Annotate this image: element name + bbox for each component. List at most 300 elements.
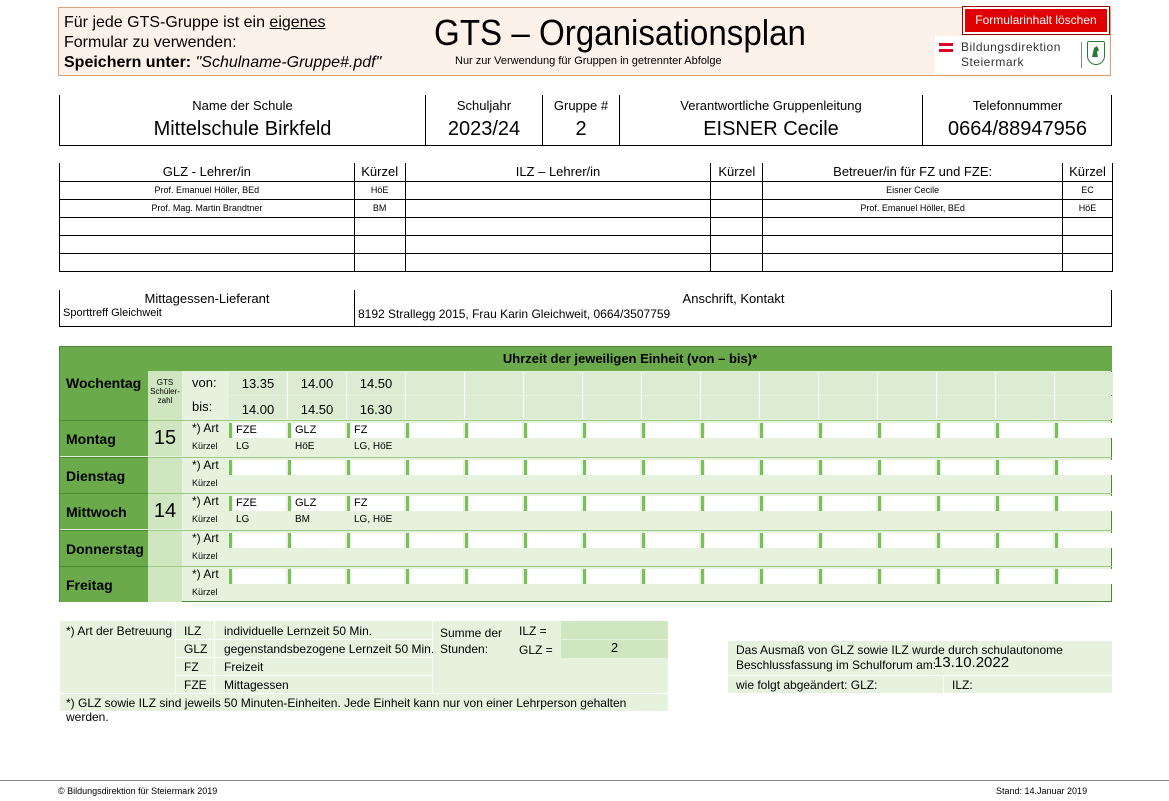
- art-cell-mittwoch[interactable]: FZ: [351, 496, 404, 511]
- kuerzel-cell-montag[interactable]: [469, 439, 522, 454]
- logo-separator: [1081, 42, 1082, 68]
- glz-teacher-cell[interactable]: Prof. Mag. Martin Brandtner: [60, 199, 355, 217]
- art-cell-donnerstag[interactable]: [882, 533, 935, 548]
- page-subtitle: Nur zur Verwendung für Gruppen in getrennter Abfolge: [455, 55, 722, 67]
- kuerzel-cell-mittwoch[interactable]: [882, 512, 935, 527]
- kuerzel-cell-montag[interactable]: [587, 439, 640, 454]
- kuerzel-cell-dienstag[interactable]: [469, 476, 522, 491]
- bis-time-field[interactable]: [760, 396, 819, 419]
- student-count-donnerstag[interactable]: [148, 530, 182, 566]
- supplier-label: Mittagessen-Lieferant: [144, 291, 270, 306]
- cell-marker: [996, 496, 999, 511]
- cell-marker: [642, 460, 645, 475]
- kuerzel-cell-montag[interactable]: [705, 439, 758, 454]
- cell-marker: [288, 496, 291, 511]
- cell-marker: [760, 423, 763, 438]
- group-lead-field[interactable]: [620, 95, 923, 145]
- cell-marker: [878, 496, 881, 511]
- bis-time-field[interactable]: [937, 396, 996, 419]
- fz-caretaker-cell[interactable]: [763, 235, 1063, 253]
- cell-marker: [288, 423, 291, 438]
- kuerzel-cell-montag[interactable]: [941, 439, 994, 454]
- art-cell-montag[interactable]: [882, 423, 935, 438]
- art-cell-montag[interactable]: FZ: [351, 423, 404, 438]
- cell-marker: [701, 569, 704, 584]
- kuerzel-cell-donnerstag[interactable]: [705, 549, 758, 564]
- art-cell-mittwoch[interactable]: [646, 496, 699, 511]
- ilz-kuerzel-header: Kürzel: [711, 163, 763, 181]
- cell-marker: [1055, 423, 1058, 438]
- kuerzel-cell-montag[interactable]: [528, 439, 581, 454]
- art-cell-freitag[interactable]: [587, 569, 640, 584]
- art-cell-donnerstag[interactable]: [528, 533, 581, 548]
- cell-marker: [996, 533, 999, 548]
- school-name-label: Name der Schule: [192, 98, 293, 113]
- art-cell-montag[interactable]: [823, 423, 876, 438]
- art-cell-donnerstag[interactable]: [410, 533, 463, 548]
- art-cell-freitag[interactable]: [705, 569, 758, 584]
- cell-marker: [347, 496, 350, 511]
- kuerzel-cell-montag[interactable]: [823, 439, 876, 454]
- cell-marker: [229, 460, 232, 475]
- cell-marker: [937, 496, 940, 511]
- art-cell-mittwoch[interactable]: [705, 496, 758, 511]
- kuerzel-cell-donnerstag[interactable]: [1059, 549, 1112, 564]
- art-cell-dienstag[interactable]: [587, 460, 640, 475]
- day-label-montag: Montag: [60, 420, 148, 456]
- cell-marker: [819, 569, 822, 584]
- fz-caretaker-cell[interactable]: Eisner Cecile: [763, 181, 1063, 199]
- legend-title: *) Art der Betreuung: [66, 624, 173, 638]
- kuerzel-cell-donnerstag[interactable]: [764, 549, 817, 564]
- kuerzel-cell-freitag[interactable]: [882, 585, 935, 600]
- von-time-field[interactable]: [465, 372, 524, 395]
- kuerzel-cell-donnerstag[interactable]: [646, 549, 699, 564]
- legend-code-glz: GLZ: [184, 642, 208, 656]
- bis-time-field[interactable]: 14.00: [229, 396, 288, 419]
- kuerzel-cell-mittwoch[interactable]: [1059, 512, 1112, 527]
- kuerzel-cell-mittwoch[interactable]: [941, 512, 994, 527]
- von-time-field[interactable]: [760, 372, 819, 395]
- kuerzel-cell-montag[interactable]: [646, 439, 699, 454]
- art-cell-mittwoch[interactable]: [764, 496, 817, 511]
- art-cell-dienstag[interactable]: [233, 460, 286, 475]
- sum-label-1: Summe der: [440, 626, 503, 640]
- instruction-line-3: Speichern unter: "Schulname-Gruppe#.pdf": [64, 54, 382, 71]
- kuerzel-cell-freitag[interactable]: [410, 585, 463, 600]
- cell-marker: [819, 496, 822, 511]
- kuerzel-cell-dienstag[interactable]: [705, 476, 758, 491]
- art-cell-mittwoch[interactable]: [1059, 496, 1112, 511]
- von-time-field[interactable]: 14.50: [347, 372, 406, 395]
- kuerzel-cell-mittwoch[interactable]: LG: [236, 514, 250, 525]
- cell-marker: [288, 533, 291, 548]
- glz-teacher-cell[interactable]: [60, 235, 355, 253]
- logo-line-1: Bildungsdirektion: [961, 40, 1061, 54]
- art-cell-montag[interactable]: [587, 423, 640, 438]
- legend-text-fz: Freizeit: [224, 660, 264, 674]
- kuerzel-cell-dienstag[interactable]: [882, 476, 935, 491]
- cell-marker: [819, 533, 822, 548]
- kuerzel-cell-dienstag[interactable]: [587, 476, 640, 491]
- von-time-field[interactable]: [642, 372, 701, 395]
- fz-kuerzel-cell[interactable]: [1062, 217, 1112, 235]
- cell-marker: [465, 423, 468, 438]
- art-cell-mittwoch[interactable]: [587, 496, 640, 511]
- glz-teacher-cell[interactable]: [60, 253, 355, 271]
- bis-time-field[interactable]: [701, 396, 760, 419]
- kuerzel-cell-dienstag[interactable]: [823, 476, 876, 491]
- glz-kuerzel-cell[interactable]: [354, 235, 405, 253]
- art-cell-freitag[interactable]: [351, 569, 404, 584]
- kuerzel-cell-freitag[interactable]: [351, 585, 404, 600]
- bis-time-field[interactable]: [819, 396, 878, 419]
- kuerzel-cell-donnerstag[interactable]: [941, 549, 994, 564]
- kuerzel-cell-dienstag[interactable]: [233, 476, 286, 491]
- von-time-field[interactable]: [996, 372, 1055, 395]
- contact-field[interactable]: [355, 290, 1112, 326]
- bis-time-field[interactable]: 16.30: [347, 396, 406, 419]
- ilz-teacher-cell[interactable]: [405, 253, 711, 271]
- day-label-donnerstag: Donnerstag: [60, 530, 148, 566]
- kuerzel-cell-montag[interactable]: [410, 439, 463, 454]
- cell-marker: [583, 460, 586, 475]
- bis-time-field[interactable]: [465, 396, 524, 419]
- kuerzel-cell-freitag[interactable]: [1059, 585, 1112, 600]
- cell-marker: [465, 496, 468, 511]
- art-cell-dienstag[interactable]: [1059, 460, 1112, 475]
- kuerzel-cell-dienstag[interactable]: [292, 476, 345, 491]
- kuerzel-cell-freitag[interactable]: [823, 585, 876, 600]
- kuerzel-cell-donnerstag[interactable]: [410, 549, 463, 564]
- agreement-glz-label: wie folgt abgeändert: GLZ:: [736, 678, 878, 692]
- von-time-field[interactable]: 13.35: [229, 372, 288, 395]
- glz-kuerzel-cell[interactable]: HöE: [354, 181, 405, 199]
- art-cell-donnerstag[interactable]: [764, 533, 817, 548]
- student-count-dienstag[interactable]: [148, 457, 182, 493]
- fz-caretaker-header: Betreuer/in für FZ und FZE:: [763, 163, 1063, 181]
- von-time-field[interactable]: [524, 372, 583, 395]
- kuerzel-cell-donnerstag[interactable]: [469, 549, 522, 564]
- kuerzel-cell-donnerstag[interactable]: [233, 549, 286, 564]
- ilz-kuerzel-cell[interactable]: [711, 181, 763, 199]
- art-cell-freitag[interactable]: [764, 569, 817, 584]
- art-cell-freitag[interactable]: [941, 569, 994, 584]
- kuerzel-label: Kürzel: [192, 478, 218, 488]
- kuerzel-cell-dienstag[interactable]: [1059, 476, 1112, 491]
- art-cell-dienstag[interactable]: [764, 460, 817, 475]
- art-cell-mittwoch[interactable]: [469, 496, 522, 511]
- footer-version: Stand: 14.Januar 2019: [996, 786, 1088, 796]
- kuerzel-cell-mittwoch[interactable]: [587, 512, 640, 527]
- von-time-field[interactable]: [701, 372, 760, 395]
- cell-marker: [229, 569, 232, 584]
- cell-marker: [1055, 460, 1058, 475]
- cell-marker: [347, 533, 350, 548]
- student-count-montag[interactable]: 15: [148, 420, 182, 456]
- school-name-field[interactable]: [60, 95, 426, 145]
- von-time-field[interactable]: [1055, 372, 1114, 395]
- ilz-kuerzel-cell[interactable]: [711, 199, 763, 217]
- cell-marker: [1055, 496, 1058, 511]
- fz-caretaker-cell[interactable]: [763, 217, 1063, 235]
- kuerzel-cell-freitag[interactable]: [764, 585, 817, 600]
- art-cell-donnerstag[interactable]: [292, 533, 345, 548]
- art-cell-dienstag[interactable]: [292, 460, 345, 475]
- group-label: Gruppe #: [553, 98, 609, 113]
- art-cell-mittwoch[interactable]: GLZ: [292, 496, 345, 511]
- weekly-schedule: [59, 346, 1112, 602]
- kuerzel-cell-donnerstag[interactable]: [1000, 549, 1053, 564]
- kuerzel-cell-dienstag[interactable]: [941, 476, 994, 491]
- bis-time-field[interactable]: [996, 396, 1055, 419]
- kuerzel-cell-freitag[interactable]: [587, 585, 640, 600]
- kuerzel-cell-dienstag[interactable]: [351, 476, 404, 491]
- glz-kuerzel-cell[interactable]: BM: [354, 199, 405, 217]
- supplier-field[interactable]: [60, 290, 355, 326]
- art-cell-freitag[interactable]: [1000, 569, 1053, 584]
- art-cell-freitag[interactable]: [292, 569, 345, 584]
- legend-note: *) GLZ sowie ILZ sind jeweils 50 Minuten-Einheiten. Jede Einheit kann nur von einer Lehrperson gehalten werden.: [66, 696, 627, 724]
- art-cell-dienstag[interactable]: [823, 460, 876, 475]
- von-time-field[interactable]: [878, 372, 937, 395]
- cell-marker: [406, 460, 409, 475]
- kuerzel-cell-mittwoch[interactable]: [646, 512, 699, 527]
- von-time-field[interactable]: [819, 372, 878, 395]
- kuerzel-cell-montag[interactable]: [882, 439, 935, 454]
- art-cell-dienstag[interactable]: [469, 460, 522, 475]
- bis-time-field[interactable]: [878, 396, 937, 419]
- kuerzel-cell-freitag[interactable]: [705, 585, 758, 600]
- art-cell-dienstag[interactable]: [882, 460, 935, 475]
- cell-marker: [347, 423, 350, 438]
- art-label: *) Art: [192, 458, 219, 472]
- glz-kuerzel-cell[interactable]: [354, 217, 405, 235]
- kuerzel-cell-montag[interactable]: HöE: [295, 441, 315, 452]
- art-cell-donnerstag[interactable]: [646, 533, 699, 548]
- art-cell-mittwoch[interactable]: [882, 496, 935, 511]
- art-cell-donnerstag[interactable]: [233, 533, 286, 548]
- bis-time-field[interactable]: 14.50: [288, 396, 347, 419]
- art-cell-donnerstag[interactable]: [1059, 533, 1112, 548]
- cell-marker: [1055, 569, 1058, 584]
- art-cell-freitag[interactable]: [410, 569, 463, 584]
- art-cell-freitag[interactable]: [823, 569, 876, 584]
- agreement-date[interactable]: 13.10.2022: [934, 654, 1010, 671]
- art-cell-donnerstag[interactable]: [469, 533, 522, 548]
- cell-marker: [642, 423, 645, 438]
- art-cell-freitag[interactable]: [469, 569, 522, 584]
- table-row: [60, 199, 1113, 217]
- kuerzel-cell-donnerstag[interactable]: [882, 549, 935, 564]
- fz-caretaker-cell[interactable]: Prof. Emanuel Höller, BEd: [763, 199, 1063, 217]
- ilz-kuerzel-cell[interactable]: [711, 253, 763, 271]
- kuerzel-cell-montag[interactable]: LG, HöE: [354, 441, 393, 452]
- art-cell-freitag[interactable]: [233, 569, 286, 584]
- fz-kuerzel-cell[interactable]: [1062, 235, 1112, 253]
- kuerzel-cell-donnerstag[interactable]: [292, 549, 345, 564]
- art-cell-dienstag[interactable]: [1000, 460, 1053, 475]
- fz-caretaker-cell[interactable]: [763, 253, 1063, 271]
- art-cell-dienstag[interactable]: [941, 460, 994, 475]
- weekday-header: Wochentag: [60, 347, 148, 420]
- glz-kuerzel-cell[interactable]: [354, 253, 405, 271]
- art-cell-donnerstag[interactable]: [1000, 533, 1053, 548]
- art-cell-montag[interactable]: [1059, 423, 1112, 438]
- kuerzel-cell-mittwoch[interactable]: [823, 512, 876, 527]
- glz-teacher-cell[interactable]: Prof. Emanuel Höller, BEd: [60, 181, 355, 199]
- art-cell-donnerstag[interactable]: [587, 533, 640, 548]
- art-cell-montag[interactable]: [941, 423, 994, 438]
- group-field[interactable]: [543, 95, 620, 145]
- fz-kuerzel-cell[interactable]: [1062, 253, 1112, 271]
- kuerzel-cell-montag[interactable]: LG: [236, 441, 250, 452]
- art-cell-freitag[interactable]: [882, 569, 935, 584]
- cell-marker: [524, 533, 527, 548]
- student-count-mittwoch[interactable]: 14: [148, 493, 182, 529]
- school-name-value: Mittelschule Birkfeld: [153, 118, 332, 140]
- bis-time-field[interactable]: [1055, 396, 1114, 419]
- kuerzel-cell-montag[interactable]: [1000, 439, 1053, 454]
- agreement-section: [728, 641, 1112, 693]
- art-cell-freitag[interactable]: [1059, 569, 1112, 584]
- von-time-field[interactable]: [583, 372, 642, 395]
- art-cell-montag[interactable]: [705, 423, 758, 438]
- art-cell-donnerstag[interactable]: [823, 533, 876, 548]
- kuerzel-cell-mittwoch[interactable]: [410, 512, 463, 527]
- kuerzel-cell-dienstag[interactable]: [764, 476, 817, 491]
- kuerzel-cell-donnerstag[interactable]: [351, 549, 404, 564]
- legend-text-glz: gegenstandsbezogene Lernzeit 50 Min.: [224, 642, 435, 656]
- contact-value: 8192 Strallegg 2015, Frau Karin Gleichweit, 0664/3507759: [358, 307, 671, 321]
- kuerzel-cell-freitag[interactable]: [292, 585, 345, 600]
- kuerzel-cell-freitag[interactable]: [646, 585, 699, 600]
- kuerzel-cell-donnerstag[interactable]: [587, 549, 640, 564]
- art-cell-mittwoch[interactable]: [1000, 496, 1053, 511]
- art-cell-montag[interactable]: [469, 423, 522, 438]
- gts-student-count-header: GTS Schüler-zahl: [148, 371, 182, 420]
- art-cell-montag[interactable]: [646, 423, 699, 438]
- bis-time-field[interactable]: [406, 396, 465, 419]
- ilz-sum-field[interactable]: [561, 621, 668, 639]
- kuerzel-cell-mittwoch[interactable]: [764, 512, 817, 527]
- kuerzel-cell-freitag[interactable]: [528, 585, 581, 600]
- school-year-value: 2023/24: [447, 118, 521, 140]
- cell-marker: [465, 533, 468, 548]
- von-time-field[interactable]: [937, 372, 996, 395]
- ilz-kuerzel-cell[interactable]: [711, 235, 763, 253]
- bis-time-field[interactable]: [524, 396, 583, 419]
- art-cell-montag[interactable]: [528, 423, 581, 438]
- cell-marker: [1055, 533, 1058, 548]
- kuerzel-cell-mittwoch[interactable]: LG, HöE: [354, 514, 393, 525]
- kuerzel-cell-montag[interactable]: [1059, 439, 1112, 454]
- art-cell-mittwoch[interactable]: [528, 496, 581, 511]
- kuerzel-cell-dienstag[interactable]: [528, 476, 581, 491]
- bis-time-field[interactable]: [642, 396, 701, 419]
- phone-field[interactable]: [923, 95, 1112, 145]
- kuerzel-label: Kürzel: [192, 441, 218, 451]
- kuerzel-cell-mittwoch[interactable]: BM: [295, 514, 310, 525]
- agreement-ilz-label: ILZ:: [952, 678, 973, 692]
- kuerzel-cell-dienstag[interactable]: [1000, 476, 1053, 491]
- kuerzel-label: Kürzel: [192, 514, 218, 524]
- glz-sum-field[interactable]: 2: [561, 640, 668, 658]
- kuerzel-cell-mittwoch[interactable]: [705, 512, 758, 527]
- cell-marker: [347, 569, 350, 584]
- art-cell-montag[interactable]: [410, 423, 463, 438]
- kuerzel-cell-freitag[interactable]: [941, 585, 994, 600]
- art-cell-dienstag[interactable]: [705, 460, 758, 475]
- fz-kuerzel-cell[interactable]: HöE: [1062, 199, 1112, 217]
- kuerzel-cell-mittwoch[interactable]: [469, 512, 522, 527]
- art-cell-montag[interactable]: FZE: [233, 423, 286, 438]
- art-cell-donnerstag[interactable]: [941, 533, 994, 548]
- von-time-field[interactable]: [406, 372, 465, 395]
- art-label: *) Art: [192, 531, 219, 545]
- phone-label: Telefonnummer: [972, 98, 1063, 113]
- page-title: GTS – Organisationsplan: [434, 12, 806, 53]
- ilz-teacher-cell[interactable]: [405, 235, 711, 253]
- fz-kuerzel-cell[interactable]: EC: [1062, 181, 1112, 199]
- art-cell-freitag[interactable]: [646, 569, 699, 584]
- ilz-teacher-cell[interactable]: [405, 199, 711, 217]
- kuerzel-cell-donnerstag[interactable]: [528, 549, 581, 564]
- school-year-field[interactable]: [426, 95, 543, 145]
- kuerzel-cell-freitag[interactable]: [469, 585, 522, 600]
- bis-time-field[interactable]: [583, 396, 642, 419]
- clear-form-button[interactable]: Formularinhalt löschen: [963, 7, 1109, 34]
- student-count-freitag[interactable]: [148, 566, 182, 602]
- art-cell-donnerstag[interactable]: [351, 533, 404, 548]
- glz-teacher-header: GLZ - Lehrer/in: [60, 163, 355, 181]
- school-year-label: Schuljahr: [456, 98, 512, 113]
- kuerzel-cell-freitag[interactable]: [1000, 585, 1053, 600]
- kuerzel-cell-donnerstag[interactable]: [823, 549, 876, 564]
- glz-teacher-cell[interactable]: [60, 217, 355, 235]
- art-cell-mittwoch[interactable]: [410, 496, 463, 511]
- kuerzel-cell-montag[interactable]: [764, 439, 817, 454]
- legend-code-fz: FZ: [184, 660, 199, 674]
- art-cell-mittwoch[interactable]: [823, 496, 876, 511]
- cell-marker: [583, 496, 586, 511]
- art-cell-dienstag[interactable]: [646, 460, 699, 475]
- kuerzel-cell-dienstag[interactable]: [410, 476, 463, 491]
- kuerzel-cell-mittwoch[interactable]: [528, 512, 581, 527]
- ilz-kuerzel-cell[interactable]: [711, 217, 763, 235]
- art-cell-montag[interactable]: [1000, 423, 1053, 438]
- ilz-teacher-cell[interactable]: [405, 181, 711, 199]
- art-cell-freitag[interactable]: [528, 569, 581, 584]
- kuerzel-cell-freitag[interactable]: [233, 585, 286, 600]
- cell-marker: [288, 569, 291, 584]
- art-cell-montag[interactable]: [764, 423, 817, 438]
- phone-value: 0664/88947956: [947, 118, 1088, 140]
- von-time-field[interactable]: 14.00: [288, 372, 347, 395]
- kuerzel-cell-mittwoch[interactable]: [1000, 512, 1053, 527]
- art-cell-dienstag[interactable]: [351, 460, 404, 475]
- art-cell-mittwoch[interactable]: FZE: [233, 496, 286, 511]
- art-cell-dienstag[interactable]: [528, 460, 581, 475]
- art-cell-montag[interactable]: GLZ: [292, 423, 345, 438]
- art-cell-donnerstag[interactable]: [705, 533, 758, 548]
- bis-label: bis:: [192, 399, 213, 414]
- ilz-teacher-cell[interactable]: [405, 217, 711, 235]
- art-cell-dienstag[interactable]: [410, 460, 463, 475]
- cell-marker: [229, 496, 232, 511]
- art-cell-mittwoch[interactable]: [941, 496, 994, 511]
- kuerzel-cell-dienstag[interactable]: [646, 476, 699, 491]
